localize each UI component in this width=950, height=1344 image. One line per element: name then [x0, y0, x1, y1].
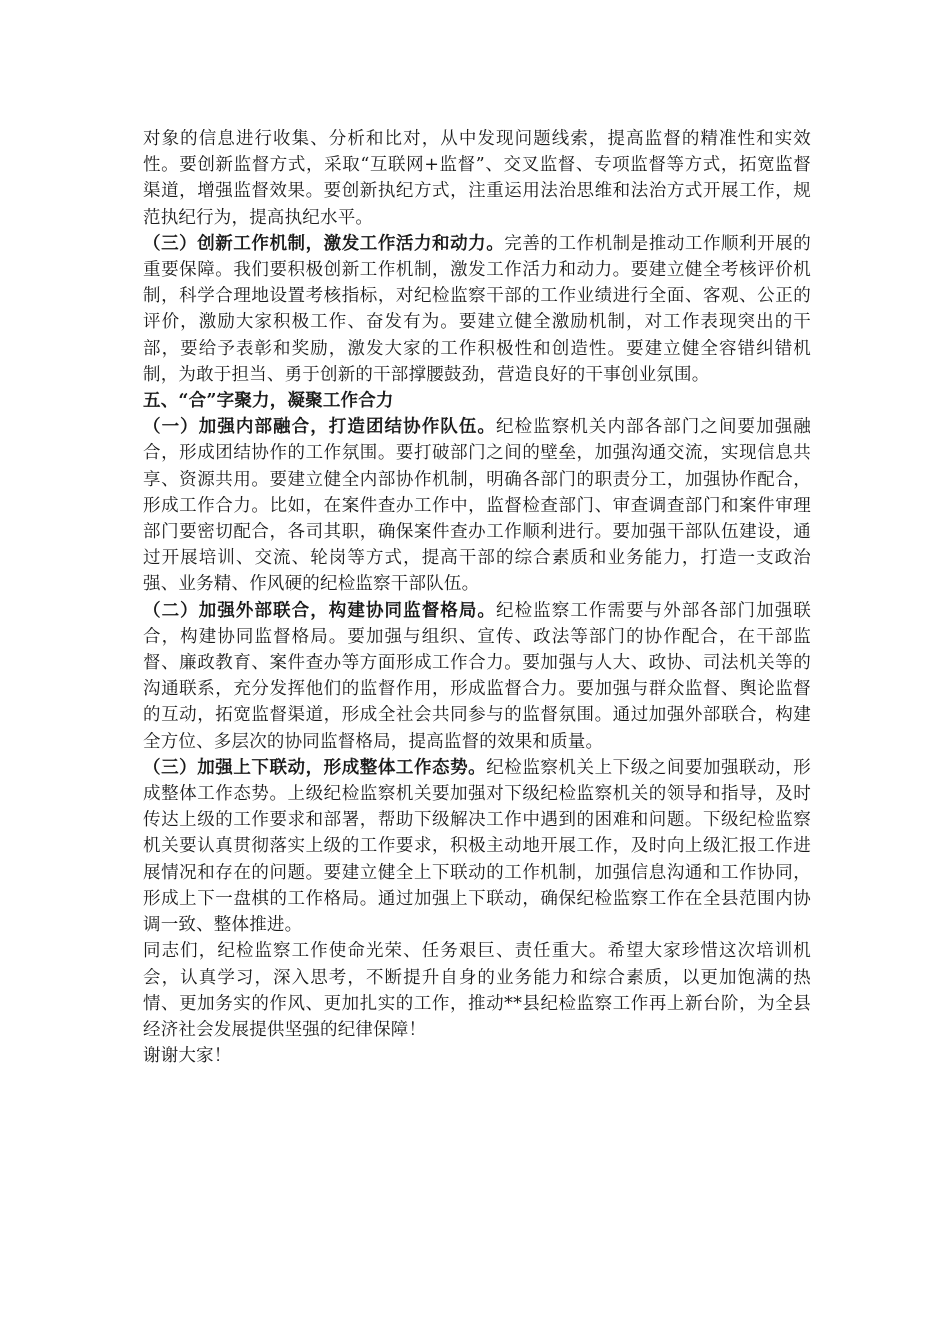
paragraph-thanks	[143, 1043, 811, 1069]
paragraph-text: 同志们，纪检监察工作使命光荣、任务艰巨、责任重大。希望大家珍惜这次培训机会，认真学习，深入思考，不断提升自身的业务能力和综合素质，以更加饱满的热情、更加务实的作风、更加扎实的工作，推动**县纪检监察工作再上新台阶，为全县经济社会发展提供坚强的纪律保障！	[143, 941, 811, 1040]
paragraph-text: 纪检监察机关内部各部门之间要加强融合，形成团结协作的工作氛围。要打破部门之间的壁垒，加强沟通交流，实现信息共享、资源共用。要建立健全内部协作机制，明确各部门的职责分工，加强协作配合，形成工作合力。比如，在案件查办工作中，监督检查部门、审查调查部门和案件审理部门要密切配合，各司其职，确保案件查办工作顺利进行。要加强干部队伍建设，通过开展培训、交流、轮岗等方式，提高干部的综合素质和业务能力，打造一支政治强、业务精、作风硬的纪检监察干部队伍。	[143, 417, 811, 595]
paragraph-continuation	[143, 126, 811, 231]
paragraph-lead: （三）加强上下联动，形成整体工作态势。	[143, 757, 487, 778]
paragraph-lead: （二）加强外部联合，构建协同监督格局。	[143, 600, 497, 621]
paragraph-text: 纪检监察机关上下级之间要加强联动，形成整体工作态势。上级纪检监察机关要加强对下级纪检监察机关的领导和指导，及时传达上级的工作要求和部署，帮助下级解决工作中遇到的困难和问题。下级纪检监察机关要认真贯彻落实上级的工作要求，积极主动地开展工作，及时向上级汇报工作进展情况和存在的问题。要建立健全上下联动的工作机制，加强信息沟通和工作协同，形成上下一盘棋的工作格局。通过加强上下联动，确保纪检监察工作在全县范围内协调一致、整体推进。	[143, 757, 811, 936]
section-heading-five	[143, 388, 811, 414]
paragraph-vertical-linkage	[143, 755, 811, 938]
paragraph-closing	[143, 938, 811, 1043]
paragraph-innovate-mechanism	[143, 231, 811, 388]
section-heading-text: 五、“合”字聚力，凝聚工作合力	[143, 391, 394, 412]
paragraph-lead: （三）创新工作机制，激发工作活力和动力。	[143, 233, 505, 254]
paragraph-internal-integration	[143, 414, 811, 597]
paragraph-external-union	[143, 598, 811, 755]
paragraph-text: 谢谢大家！	[143, 1046, 232, 1067]
paragraph-text: 纪检监察工作需要与外部各部门加强联合，构建协同监督格局。要加强与组织、宣传、政法等部门的协作配合，在干部监督、廉政教育、案件查办等方面形成工作合力。要加强与人大、政协、司法机关等的沟通联系，充分发挥他们的监督作用，形成监督合力。要加强与群众监督、舆论监督的互动，拓宽监督渠道，形成全社会共同参与的监督氛围。通过加强外部联合，构建全方位、多层次的协同监督格局，提高监督的效果和质量。	[143, 600, 811, 752]
paragraph-text: 对象的信息进行收集、分析和比对，从中发现问题线索，提高监督的精准性和实效性。要创新监督方式，采取“互联网+监督”、交叉监督、专项监督等方式，拓宽监督渠道，增强监督效果。要创新执纪方式，注重运用法治思维和法治方式开展工作，规范执纪行为，提高执纪水平。	[143, 129, 811, 228]
paragraph-lead: （一）加强内部融合，打造团结协作队伍。	[143, 417, 497, 438]
paragraph-text: 完善的工作机制是推动工作顺利开展的重要保障。我们要积极创新工作机制，激发工作活力和动力。要建立健全考核评价机制，科学合理地设置考核指标，对纪检监察干部的工作业绩进行全面、客观、公正的评价，激励大家积极工作、奋发有为。要建立健全激励机制，对工作表现突出的干部，要给予表彰和奖励，激发大家的工作积极性和创造性。要建立健全容错纠错机制，为敢于担当、勇于创新的干部撑腰鼓劲，营造良好的干事创业氛围。	[143, 233, 811, 385]
document-body	[143, 126, 811, 1069]
